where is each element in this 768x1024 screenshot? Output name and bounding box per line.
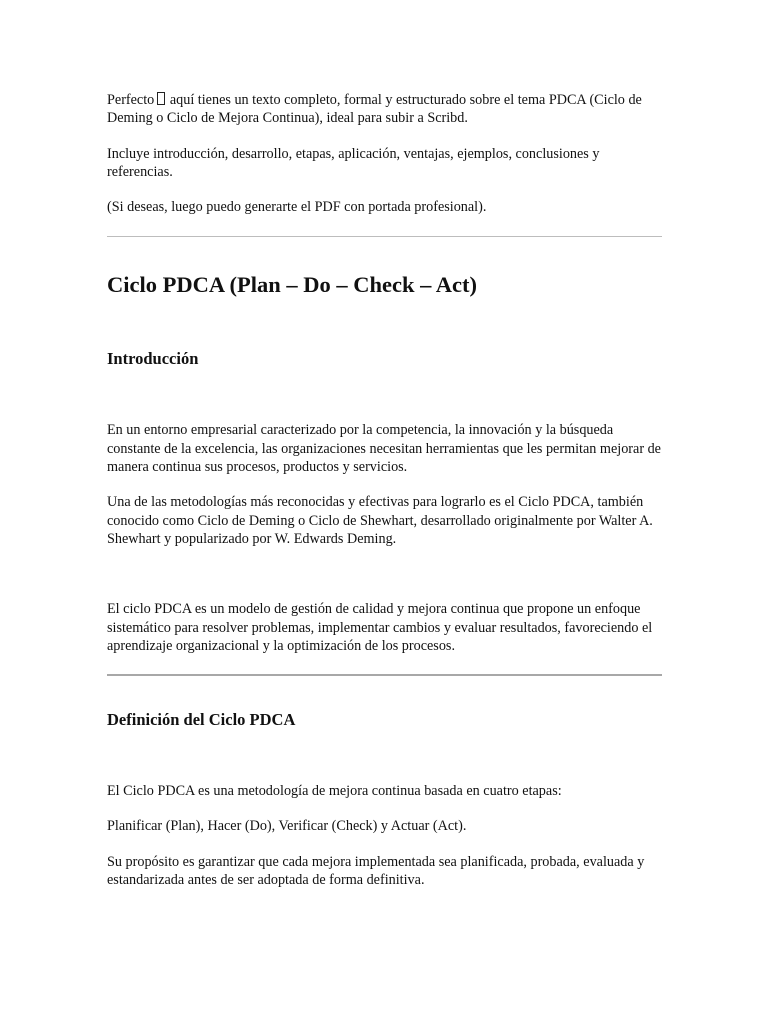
document-title: Ciclo PDCA (Plan – Do – Check – Act) (107, 272, 477, 298)
introduccion-paragraph-3: El ciclo PDCA es un modelo de gestión de calidad y mejora continua que propone un enfoque sistemático para resolver problemas, implementar cambios y evaluar resultados, favoreciendo el aprendizaje organizacional y la optimización de los procesos. (107, 601, 653, 654)
intro-paragraph-2: Incluye introducción, desarrollo, etapas, aplicación, ventajas, ejemplos, conclusiones y referencias. (107, 145, 600, 180)
horizontal-divider (107, 236, 662, 237)
introduccion-paragraph-2: Una de las metodologías más reconocidas y efectivas para lograrlo es el Ciclo PDCA, también conocido como Ciclo de Deming o Ciclo de Shewhart, desarrollado originalmente por Walter A. Shewhart y popularizado por W. Edwards Deming. (107, 494, 653, 547)
intro-paragraph-1-start: Perfecto (107, 92, 155, 108)
definicion-paragraph-3: Su propósito es garantizar que cada mejora implementada sea planificada, probada, evaluada y estandarizada antes de ser adoptada de forma definitiva. (107, 853, 645, 889)
missing-glyph-icon (157, 92, 165, 105)
section-heading-definicion: Definición del Ciclo PDCA (107, 710, 296, 730)
intro-paragraph-3: (Si deseas, luego puedo generarte el PDF con portada profesional). (107, 199, 487, 216)
intro-paragraph-1-rest: aquí tienes un texto completo, formal y estructurado sobre el tema PDCA (Ciclo de Deming o Ciclo de Mejora Continua), ideal para subir a Scribd. (107, 92, 642, 127)
introduccion-paragraph-1: En un entorno empresarial caracterizado por la competencia, la innovación y la búsqueda constante de la excelencia, las organizaciones necesitan herramientas que les permitan mejorar de manera continua sus procesos, productos y servicios. (107, 422, 661, 476)
horizontal-divider (107, 674, 662, 676)
definicion-paragraph-2: Planificar (Plan), Hacer (Do), Verificar (Check) y Actuar (Act). (107, 818, 467, 835)
definicion-paragraph-1: El Ciclo PDCA es una metodología de mejora continua basada en cuatro etapas: (107, 783, 562, 800)
section-heading-introduccion: Introducción (107, 349, 199, 369)
document-page (107, 91, 662, 889)
intro-paragraph-1 (107, 91, 662, 128)
